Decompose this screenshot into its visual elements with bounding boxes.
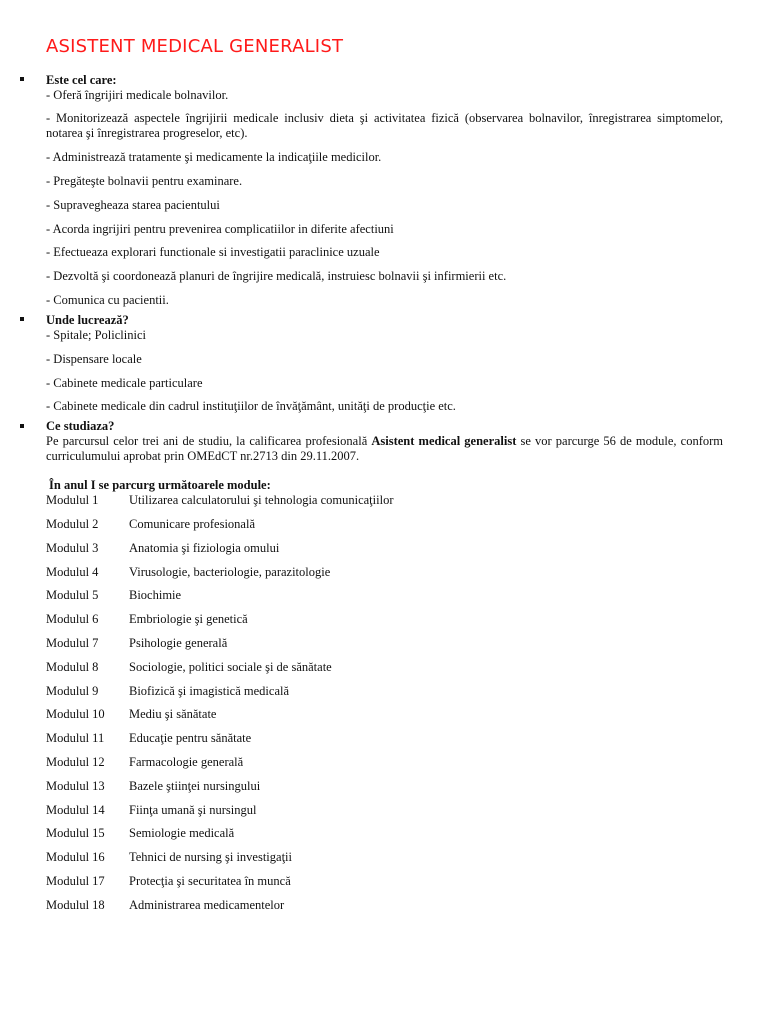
- module-name: Sociologie, politici sociale şi de sănătate: [129, 660, 332, 674]
- section-heading-unde: Unde lucrează?: [46, 313, 129, 327]
- module-number: Modulul 14: [46, 803, 105, 817]
- module-name: Utilizarea calculatorului şi tehnologia comunicaţiilor: [129, 493, 394, 507]
- module-name: Farmacologie generală: [129, 755, 244, 769]
- list-item: - Spitale; Policlinici: [46, 328, 146, 342]
- module-number: Modulul 15: [46, 826, 105, 840]
- list-item: - Dispensare locale: [46, 352, 142, 366]
- list-item: - Oferă îngrijiri medicale bolnavilor.: [46, 88, 229, 102]
- module-name: Mediu şi sănătate: [129, 707, 217, 721]
- module-number: Modulul 5: [46, 588, 99, 602]
- list-item: - Efectueaza explorari functionale si investigatii paraclinice uzuale: [46, 245, 380, 259]
- list-item: - Cabinete medicale particulare: [46, 376, 203, 390]
- module-number: Modulul 12: [46, 755, 105, 769]
- module-name: Anatomia şi fiziologia omului: [129, 541, 280, 555]
- module-number: Modulul 17: [46, 874, 105, 888]
- list-item: - Acorda ingrijiri pentru prevenirea complicatiilor in diferite afectiuni: [46, 222, 394, 236]
- page-title: ASISTENT MEDICAL GENERALIST: [46, 36, 344, 57]
- paragraph-text: se vor parcurge 56 de module, conform curriculumului aprobat prin OMEdCT nr.2713 din 29.11.2007.: [46, 434, 723, 463]
- list-item: - Monitorizează aspectele îngrijirii medicale inclusiv dieta şi activitatea fizică (observarea bolnavilor, înregistrarea simptomelor, notarea şi înregistrarea progreselor, etc).: [46, 111, 723, 140]
- module-name: Virusologie, bacteriologie, parazitologie: [129, 565, 331, 579]
- module-number: Modulul 18: [46, 898, 105, 912]
- list-item: - Comunica cu pacientii.: [46, 293, 169, 307]
- module-name: Biofizică şi imagistică medicală: [129, 684, 290, 698]
- list-item: - Pregăteşte bolnavii pentru examinare.: [46, 174, 243, 188]
- list-item: - Supravegheaza starea pacientului: [46, 198, 220, 212]
- module-number: Modulul 10: [46, 707, 105, 721]
- bullet-icon: [20, 424, 24, 428]
- module-name: Protecţia şi securitatea în muncă: [129, 874, 291, 888]
- module-name: Semiologie medicală: [129, 826, 235, 840]
- module-name: Bazele ştiinţei nursingului: [129, 779, 261, 793]
- module-name: Educaţie pentru sănătate: [129, 731, 252, 745]
- list-item: - Administrează tratamente şi medicamente la indicaţiile medicilor.: [46, 150, 382, 164]
- module-number: Modulul 3: [46, 541, 99, 555]
- bullet-icon: [20, 317, 24, 321]
- module-number: Modulul 11: [46, 731, 105, 745]
- list-item: - Cabinete medicale din cadrul instituţiilor de învăţământ, unităţi de producţie etc.: [46, 399, 456, 413]
- module-number: Modulul 2: [46, 517, 99, 531]
- module-name: Embriologie şi genetică: [129, 612, 248, 626]
- module-number: Modulul 7: [46, 636, 99, 650]
- module-number: Modulul 8: [46, 660, 99, 674]
- module-number: Modulul 6: [46, 612, 99, 626]
- module-name: Comunicare profesională: [129, 517, 255, 531]
- section-heading-ce: Ce studiaza?: [46, 419, 115, 433]
- module-number: Modulul 16: [46, 850, 105, 864]
- module-number: Modulul 9: [46, 684, 99, 698]
- module-number: Modulul 4: [46, 565, 99, 579]
- module-name: Administrarea medicamentelor: [129, 898, 285, 912]
- module-name: Fiinţa umană şi nursingul: [129, 803, 257, 817]
- section-heading-este: Este cel care:: [46, 73, 117, 87]
- module-name: Biochimie: [129, 588, 182, 602]
- qualification-name: Asistent medical generalist: [371, 434, 517, 448]
- paragraph-text: Pe parcursul celor trei ani de studiu, la calificarea profesională: [46, 434, 372, 448]
- list-item: - Dezvoltă şi coordonează planuri de îngrijire medicală, instruiesc bolnavii şi infirmierii etc.: [46, 269, 507, 283]
- module-name: Tehnici de nursing şi investigaţii: [129, 850, 292, 864]
- module-number: Modulul 1: [46, 493, 99, 507]
- bullet-icon: [20, 77, 24, 81]
- module-name: Psihologie generală: [129, 636, 228, 650]
- module-number: Modulul 13: [46, 779, 105, 793]
- study-paragraph: [46, 434, 723, 464]
- year-heading: În anul I se parcurg următoarele module:: [49, 478, 271, 492]
